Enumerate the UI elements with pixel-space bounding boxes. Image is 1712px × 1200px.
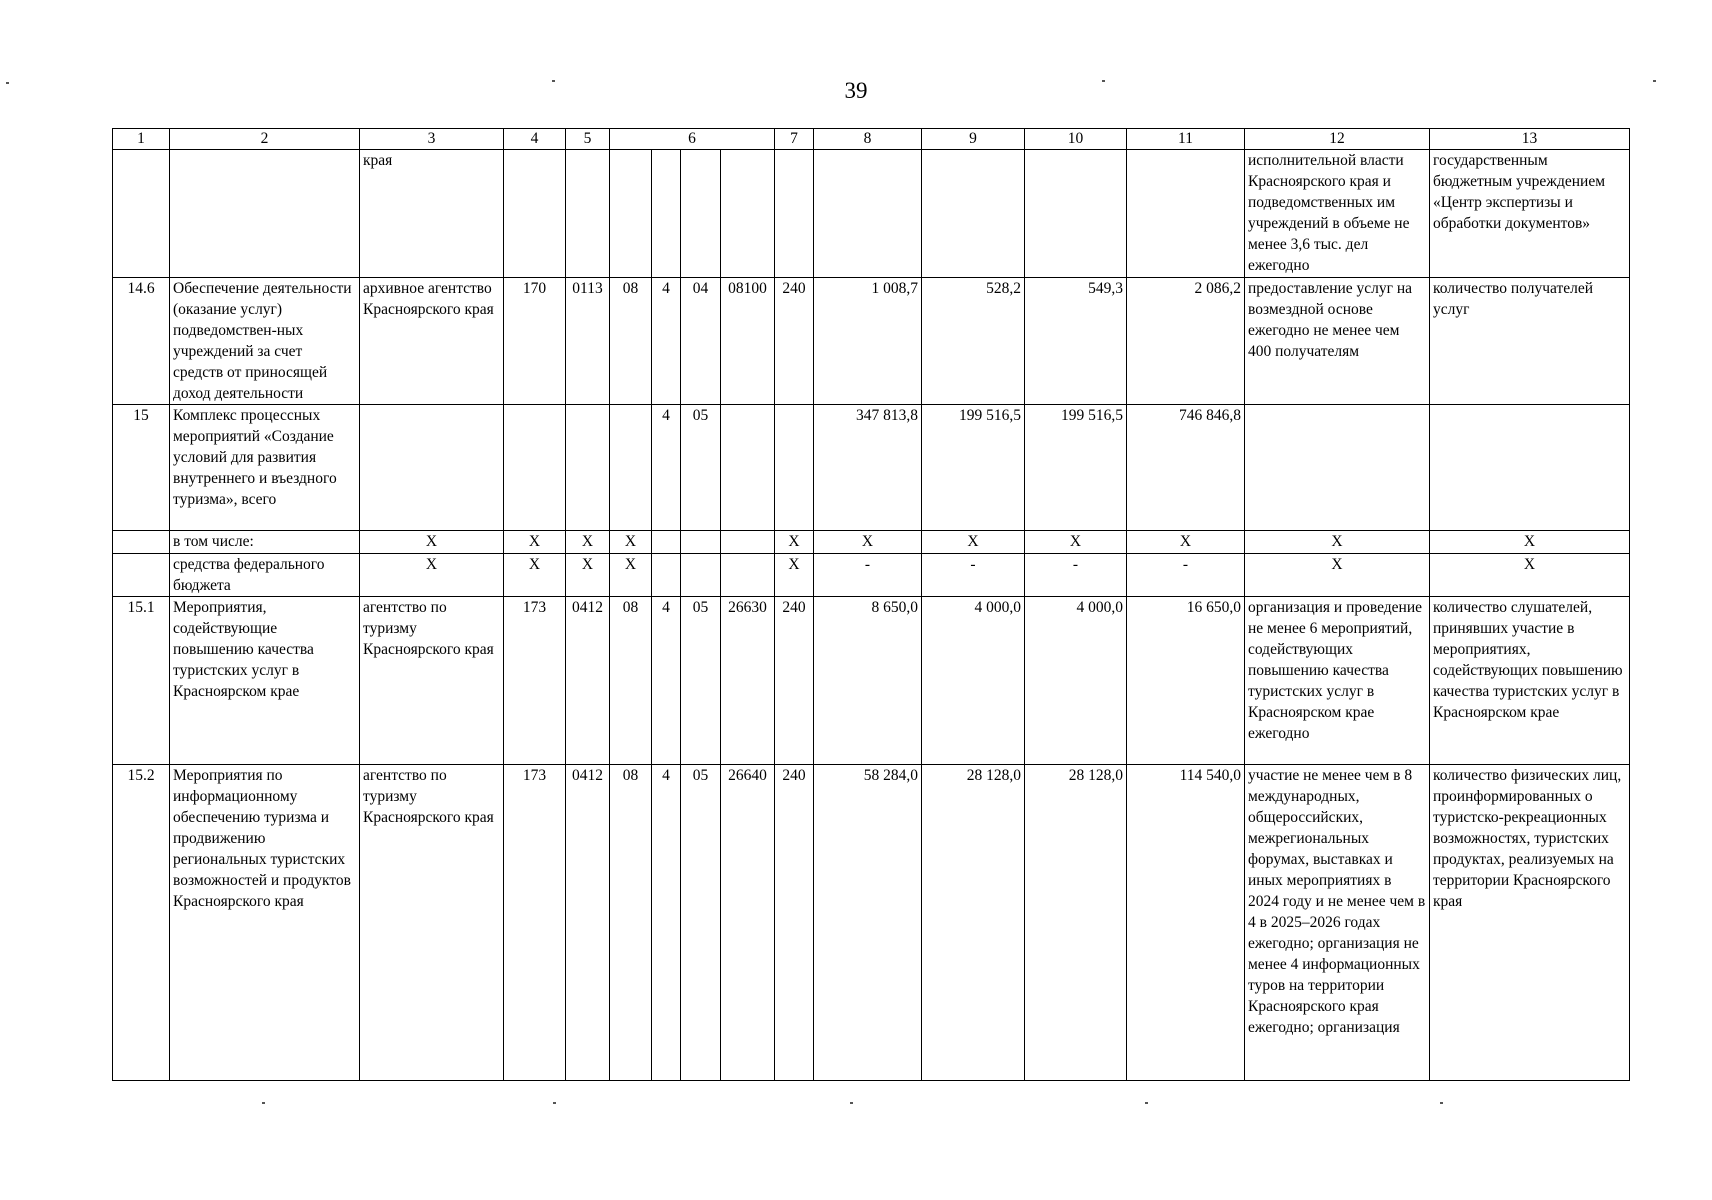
table-cell-c12: X — [1245, 554, 1430, 597]
scan-speck — [1145, 1102, 1148, 1104]
header-cell: 9 — [922, 129, 1025, 150]
table-cell-c6a — [610, 150, 652, 278]
table-cell-c7 — [775, 405, 814, 531]
table-cell-c4: 173 — [504, 765, 566, 1081]
table-cell-c4: X — [504, 531, 566, 554]
table-row — [113, 765, 1630, 1081]
table-cell-c5: X — [566, 554, 610, 597]
table-cell-c3 — [360, 405, 504, 531]
table-cell-c3: агентство по туризму Красноярского края — [360, 597, 504, 765]
table-cell-c3: X — [360, 554, 504, 597]
table-cell-c6a: 08 — [610, 597, 652, 765]
table-cell-c6c: 04 — [681, 278, 721, 405]
table-cell-c9: 528,2 — [922, 278, 1025, 405]
table-cell-c8: X — [814, 531, 922, 554]
table-cell-c13: X — [1430, 554, 1630, 597]
table-cell-c5: 0412 — [566, 597, 610, 765]
table-cell-c9: 28 128,0 — [922, 765, 1025, 1081]
table-cell-c10: X — [1025, 531, 1127, 554]
table-cell-c11: - — [1127, 554, 1245, 597]
table-cell-c6a: 08 — [610, 278, 652, 405]
budget-table — [112, 128, 1630, 1081]
table-cell-c5: X — [566, 531, 610, 554]
table-cell-c9: 4 000,0 — [922, 597, 1025, 765]
table-cell-c4: X — [504, 554, 566, 597]
table-cell-c13: X — [1430, 531, 1630, 554]
table-cell-c10: 549,3 — [1025, 278, 1127, 405]
table-row — [113, 531, 1630, 554]
scan-speck — [1440, 1102, 1443, 1104]
table-row — [113, 150, 1630, 278]
header-cell: 13 — [1430, 129, 1630, 150]
table-cell-c6d: 08100 — [721, 278, 775, 405]
header-cell: 4 — [504, 129, 566, 150]
table-cell-c13: количество получателей услуг — [1430, 278, 1630, 405]
table-cell-c1: 15.2 — [113, 765, 170, 1081]
table-cell-c6d — [721, 405, 775, 531]
table-row — [113, 597, 1630, 765]
header-cell: 12 — [1245, 129, 1430, 150]
table-cell-c12: предоставление услуг на возмездной основе ежегодно не менее чем 400 получателям — [1245, 278, 1430, 405]
table-cell-c13: государственным бюджетным учреждением «Центр экспертизы и обработки документов» — [1430, 150, 1630, 278]
scan-speck — [850, 1102, 853, 1104]
table-cell-c10 — [1025, 150, 1127, 278]
table-cell-c10: 28 128,0 — [1025, 765, 1127, 1081]
table-cell-c7 — [775, 150, 814, 278]
table-cell-c7: 240 — [775, 278, 814, 405]
table-cell-c11: 114 540,0 — [1127, 765, 1245, 1081]
table-cell-c6b: 4 — [652, 765, 681, 1081]
table-row — [113, 278, 1630, 405]
table-cell-c1 — [113, 554, 170, 597]
scan-speck — [6, 82, 9, 84]
table-cell-c12: исполнительной власти Красноярского края и подведомственных им учреждений в объеме не менее 3,6 тыс. дел ежегодно — [1245, 150, 1430, 278]
table-cell-c8: 347 813,8 — [814, 405, 922, 531]
table-cell-c3: края — [360, 150, 504, 278]
header-cell: 7 — [775, 129, 814, 150]
table-cell-c4: 170 — [504, 278, 566, 405]
table-cell-c6c — [681, 150, 721, 278]
table-cell-c13: количество физических лиц, проинформированных о туристско-рекреационных возможностях, туристских продуктах, реализуемых на территории Красноярского края — [1430, 765, 1630, 1081]
table-cell-c3: архивное агентство Красноярского края — [360, 278, 504, 405]
table-cell-c12: организация и проведение не менее 6 мероприятий, содействующих повышению качества туристских услуг в Красноярском крае ежегодно — [1245, 597, 1430, 765]
table-cell-c2: Обеспечение деятельности (оказание услуг) подведомствен-ных учреждений за счет средств от приносящей доход деятельности — [170, 278, 360, 405]
table-cell-c5 — [566, 405, 610, 531]
table-cell-c8: 1 008,7 — [814, 278, 922, 405]
table-cell-c9: X — [922, 531, 1025, 554]
table-cell-c2 — [170, 150, 360, 278]
table-cell-c13: количество слушателей, принявших участие в мероприятиях, содействующих повышению качества туристских услуг в Красноярском крае — [1430, 597, 1630, 765]
header-row — [113, 129, 1630, 150]
table-cell-c8 — [814, 150, 922, 278]
table-cell-c13 — [1430, 405, 1630, 531]
table-cell-c5 — [566, 150, 610, 278]
header-cell: 8 — [814, 129, 922, 150]
table-cell-c6c — [681, 531, 721, 554]
table-cell-c2: Мероприятия по информационному обеспечению туризма и продвижению региональных туристских возможностей и продуктов Красноярского края — [170, 765, 360, 1081]
table-cell-c3: агентство по туризму Красноярского края — [360, 765, 504, 1081]
table-cell-c6c: 05 — [681, 765, 721, 1081]
table-cell-c6a: X — [610, 554, 652, 597]
table-cell-c9: - — [922, 554, 1025, 597]
table-cell-c10: 4 000,0 — [1025, 597, 1127, 765]
table-cell-c6a: X — [610, 531, 652, 554]
table-cell-c6c: 05 — [681, 597, 721, 765]
table-cell-c6a — [610, 405, 652, 531]
table-cell-c9 — [922, 150, 1025, 278]
table-cell-c10: 199 516,5 — [1025, 405, 1127, 531]
table-cell-c11 — [1127, 150, 1245, 278]
table-cell-c4 — [504, 405, 566, 531]
table-cell-c6b — [652, 150, 681, 278]
table-cell-c6c: 05 — [681, 405, 721, 531]
table-cell-c6b — [652, 554, 681, 597]
table-cell-c7: X — [775, 531, 814, 554]
table-cell-c6d — [721, 531, 775, 554]
header-cell: 10 — [1025, 129, 1127, 150]
table-cell-c1: 14.6 — [113, 278, 170, 405]
table-cell-c6d: 26630 — [721, 597, 775, 765]
table-cell-c6c — [681, 554, 721, 597]
table-cell-c2: средства федерального бюджета — [170, 554, 360, 597]
scan-speck — [1102, 80, 1105, 82]
table-cell-c6d — [721, 554, 775, 597]
table-cell-c3: X — [360, 531, 504, 554]
table-cell-c4: 173 — [504, 597, 566, 765]
table-cell-c2: Мероприятия, содействующие повышению качества туристских услуг в Красноярском крае — [170, 597, 360, 765]
page-number: 39 — [844, 78, 868, 103]
table-cell-c6d — [721, 150, 775, 278]
table-cell-c6d: 26640 — [721, 765, 775, 1081]
header-cell: 3 — [360, 129, 504, 150]
table-cell-c7: 240 — [775, 597, 814, 765]
table-cell-c10: - — [1025, 554, 1127, 597]
scan-speck — [552, 80, 555, 82]
table-row — [113, 554, 1630, 597]
table-cell-c6b: 4 — [652, 597, 681, 765]
header-cell: 2 — [170, 129, 360, 150]
scan-speck — [553, 1102, 556, 1104]
table-cell-c12: участие не менее чем в 8 международных, общероссийских, межрегиональных форумах, выставках и иных мероприятиях в 2024 году и не менее чем в 4 в 2025–2026 годах ежегодно; организация не менее 4 информационных туров на территории Красноярского края ежегодно; организация — [1245, 765, 1430, 1081]
table-cell-c2: в том числе: — [170, 531, 360, 554]
table-cell-c1: 15 — [113, 405, 170, 531]
table-cell-c1 — [113, 531, 170, 554]
table-cell-c6a: 08 — [610, 765, 652, 1081]
table-cell-c4 — [504, 150, 566, 278]
table-cell-c8: 58 284,0 — [814, 765, 922, 1081]
table-cell-c5: 0412 — [566, 765, 610, 1081]
table-cell-c7: X — [775, 554, 814, 597]
header-cell: 5 — [566, 129, 610, 150]
table-cell-c6b — [652, 531, 681, 554]
table-cell-c1: 15.1 — [113, 597, 170, 765]
table-cell-c6b: 4 — [652, 405, 681, 531]
table-cell-c12: X — [1245, 531, 1430, 554]
table-cell-c11: 746 846,8 — [1127, 405, 1245, 531]
table-cell-c8: 8 650,0 — [814, 597, 922, 765]
table-cell-c11: X — [1127, 531, 1245, 554]
table-cell-c2: Комплекс процессных мероприятий «Создание условий для развития внутреннего и въездного туризма», всего — [170, 405, 360, 531]
table-cell-c5: 0113 — [566, 278, 610, 405]
scan-speck — [262, 1102, 265, 1104]
table-cell-c12 — [1245, 405, 1430, 531]
table-cell-c11: 16 650,0 — [1127, 597, 1245, 765]
header-cell: 6 — [610, 129, 775, 150]
header-cell: 11 — [1127, 129, 1245, 150]
table-cell-c11: 2 086,2 — [1127, 278, 1245, 405]
scan-speck — [1653, 80, 1656, 82]
table-cell-c7: 240 — [775, 765, 814, 1081]
table-cell-c9: 199 516,5 — [922, 405, 1025, 531]
header-cell: 1 — [113, 129, 170, 150]
table-row — [113, 405, 1630, 531]
table-cell-c8: - — [814, 554, 922, 597]
table-cell-c6b: 4 — [652, 278, 681, 405]
table-cell-c1 — [113, 150, 170, 278]
